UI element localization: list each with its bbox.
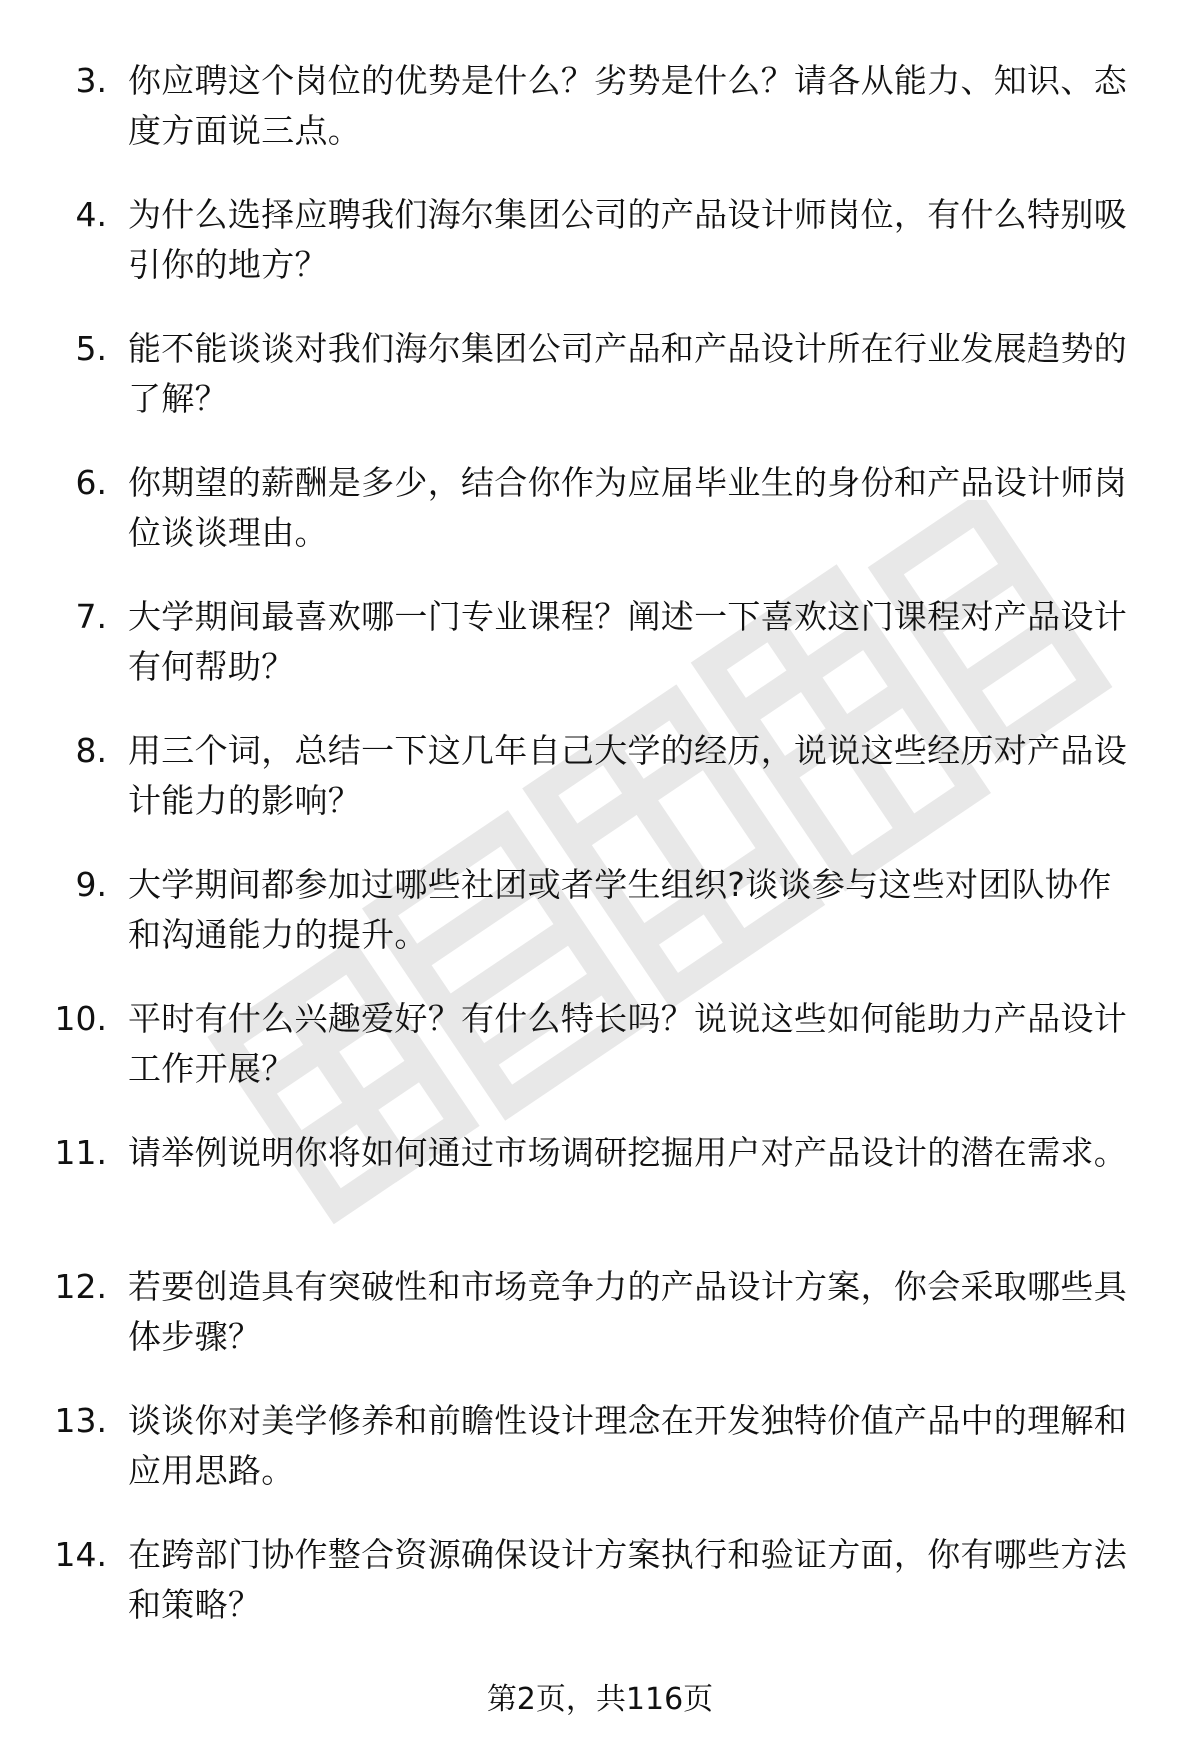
question-number: 8. (75, 731, 107, 770)
question-text: 在跨部门协作整合资源确保设计方案执行和验证方面，你有哪些方法和策略？ (128, 1535, 1127, 1624)
question-item (0, 726, 1200, 860)
question-number: 9. (75, 865, 107, 904)
question-item (0, 994, 1200, 1128)
question-text: 谈谈你对美学修养和前瞻性设计理念在开发独特价值产品中的理解和应用思路。 (128, 1401, 1127, 1490)
question-number: 6. (75, 463, 107, 502)
question-item (0, 1396, 1200, 1530)
question-number: 10. (54, 999, 107, 1038)
page-footer: 第2页，共116页 (486, 1682, 714, 1717)
question-text: 大学期间都参加过哪些社团或者学生组织?谈谈参与这些对团队协作和沟通能力的提升。 (128, 865, 1112, 954)
question-number: 3. (75, 61, 107, 100)
question-text: 用三个词，总结一下这几年自己大学的经历，说说这些经历对产品设计能力的影响？ (128, 731, 1127, 820)
question-number: 11. (54, 1133, 107, 1172)
question-number: 12. (54, 1267, 107, 1306)
question-text: 请举例说明你将如何通过市场调研挖掘用户对产品设计的潜在需求。 (128, 1133, 1127, 1172)
question-text: 你应聘这个岗位的优势是什么？劣势是什么？请各从能力、知识、态度方面说三点。 (128, 61, 1127, 150)
question-item (0, 190, 1200, 324)
question-item (0, 458, 1200, 592)
question-number: 7. (75, 597, 107, 636)
question-number: 5. (75, 329, 107, 368)
question-text: 能不能谈谈对我们海尔集团公司产品和产品设计所在行业发展趋势的了解？ (128, 329, 1127, 418)
question-text: 平时有什么兴趣爱好？有什么特长吗？说说这些如何能助力产品设计工作开展？ (128, 999, 1127, 1088)
question-item (0, 324, 1200, 458)
question-text: 若要创造具有突破性和市场竞争力的产品设计方案，你会采取哪些具体步骤？ (128, 1267, 1127, 1356)
question-list (0, 56, 1200, 1664)
question-item (0, 56, 1200, 190)
question-number: 13. (54, 1401, 107, 1440)
question-number: 4. (75, 195, 107, 234)
question-item (0, 1262, 1200, 1396)
question-number: 14. (54, 1535, 107, 1574)
question-item (0, 1128, 1200, 1262)
question-item (0, 860, 1200, 994)
question-text: 大学期间最喜欢哪一门专业课程？阐述一下喜欢这门课程对产品设计有何帮助？ (128, 597, 1127, 686)
question-item (0, 592, 1200, 726)
question-item (0, 1530, 1200, 1664)
question-text: 你期望的薪酬是多少，结合你作为应届毕业生的身份和产品设计师岗位谈谈理由。 (128, 463, 1127, 552)
question-text: 为什么选择应聘我们海尔集团公司的产品设计师岗位，有什么特别吸引你的地方？ (128, 195, 1127, 284)
